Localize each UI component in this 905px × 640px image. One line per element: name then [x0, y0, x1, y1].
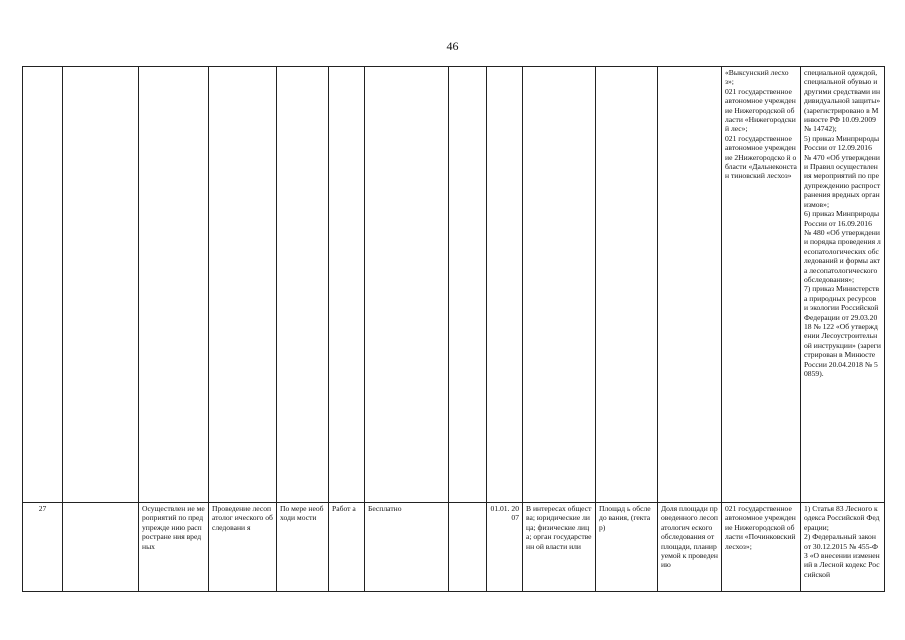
cell-activity: Осуществлен ие мероприятий по предупрежде нию распростране ния вредных	[139, 503, 209, 592]
cell-work: Проведение лесопатолог ического обследовани я	[209, 503, 277, 592]
cell-organizations: 021 государственное автономное учреждение Нижегородской области «Починковский лесхоз»;	[722, 503, 801, 592]
cell-indicator: Доля площади проведенного лесопатологич еского обследования от площади, планируемой к проведению	[658, 503, 722, 592]
cell-date	[487, 67, 523, 503]
registry-table	[22, 66, 885, 592]
cell-periodicity: По мере необходи мости	[277, 503, 329, 592]
cell-empty	[63, 67, 139, 503]
cell-indicator	[658, 67, 722, 503]
cell-payment: Бесплатно	[365, 503, 449, 592]
cell-empty	[63, 503, 139, 592]
page-number: 46	[446, 39, 459, 53]
cell-legal-acts: специальной одеждой, специальной обувью и другими средствами индивидуальной защиты» (зарегистрировано в Минюсте РФ 10.09.2009 № 14742); 5) приказ Минприроды России от 12.09.2016 № 470 «Об утверждении Правил осуществления мероприятий по предупреждению распространения вредных организмов»; 6) приказ Минприроды России от 16.09.2016 № 480 «Об утверждении порядка проведения лесопатологических обследований и формы акта лесопатологического обследования»; 7) приказ Министерства природных ресурсов и экологии Российской Федерации от 29.03.2018 № 122 «Об утверждении Лесоустроительной инструкции» (зарегистрирован в Минюсте России 20.04.2018 № 50859).	[801, 67, 885, 503]
cell-empty-2	[449, 67, 487, 503]
cell-type: Работ а	[329, 503, 365, 592]
cell-unit	[596, 67, 658, 503]
cell-type	[329, 67, 365, 503]
table-row-continued	[23, 67, 885, 503]
cell-payment	[365, 67, 449, 503]
cell-number	[23, 67, 63, 503]
cell-consumers: В интересах общества; юридические лица; физические лица; орган государственн ой власти или	[523, 503, 596, 592]
cell-activity	[139, 67, 209, 503]
table-row-27	[23, 503, 885, 592]
cell-consumers	[523, 67, 596, 503]
cell-unit: Площад ь обследо вания, (гектар)	[596, 503, 658, 592]
cell-date: 01.01. 2007	[487, 503, 523, 592]
cell-empty-2	[449, 503, 487, 592]
cell-work	[209, 67, 277, 503]
cell-legal-acts: 1) Статья 83 Лесного кодекса Российской Федерации; 2) Федеральный закон от 30.12.2015 № 455-ФЗ «О внесении изменений в Лесной кодекс Российской	[801, 503, 885, 592]
cell-number: 27	[23, 503, 63, 592]
cell-organizations: «Выксунский лесхоз»; 021 государственное автономное учреждение Нижегородской области «Нижегородски й лес»; 021 государственное автономное учреждение 2Нижегородско й области «Дальнеконстан тиновский лесхоз»	[722, 67, 801, 503]
cell-periodicity	[277, 67, 329, 503]
